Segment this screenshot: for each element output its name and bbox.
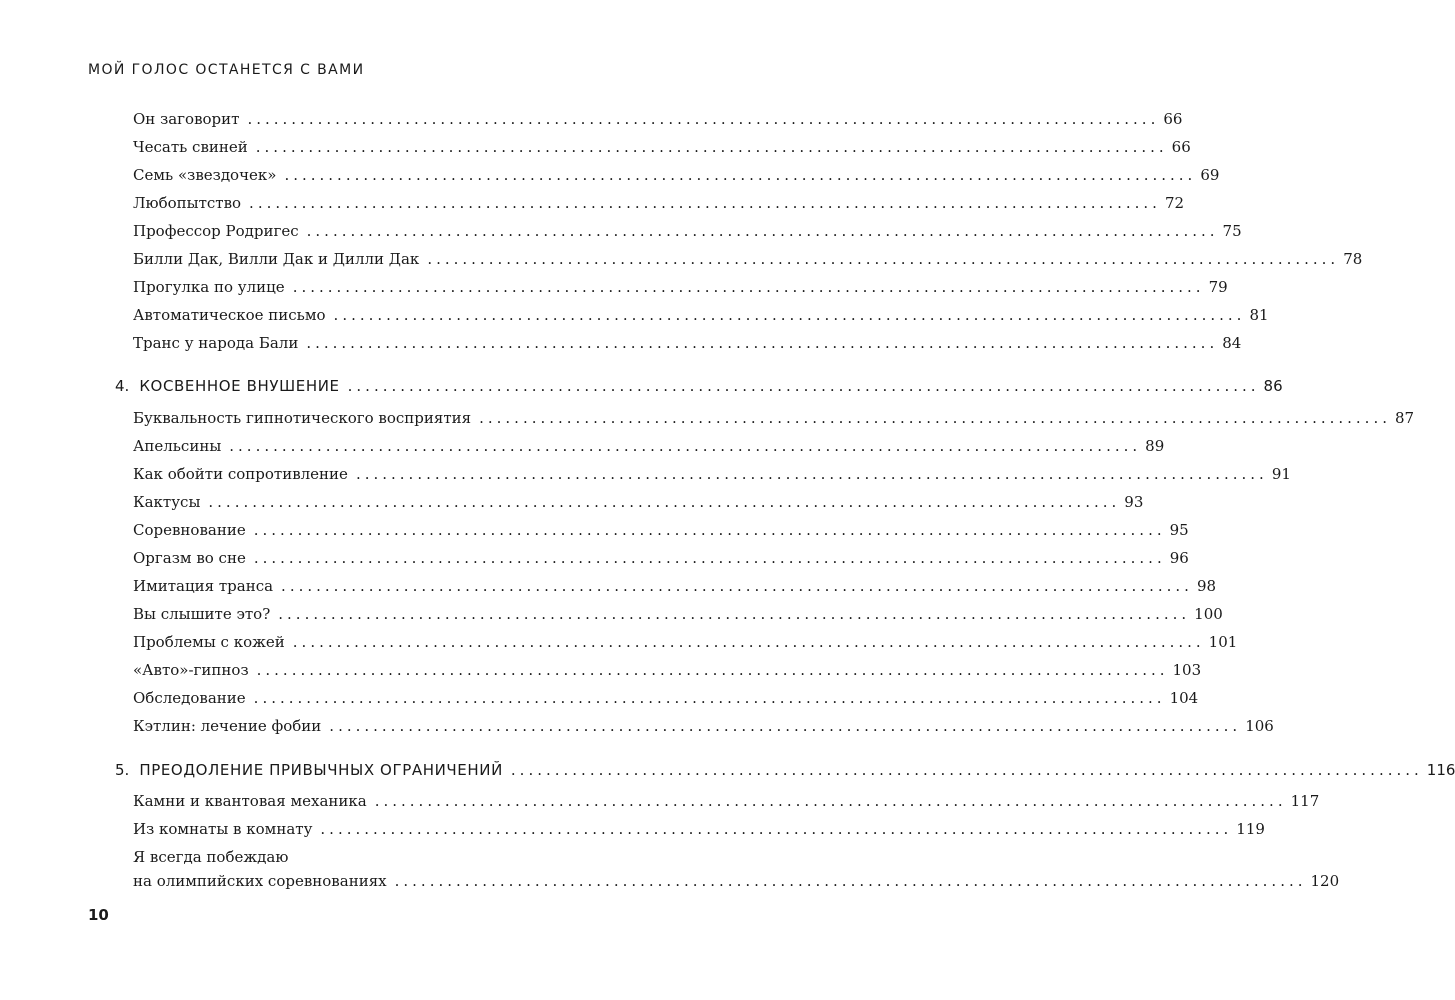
dot-leader: ........................................................................................................ [394,872,1307,890]
toc-entry-page: 79 [1208,278,1228,296]
dot-leader: ........................................................................................................ [427,250,1340,268]
toc-entry[interactable] [133,686,1199,710]
chapter-number: 4. [115,377,130,395]
toc-entry[interactable] [133,135,1191,159]
toc-entry[interactable] [133,191,1185,215]
dot-leader: ........................................................................................................ [247,110,1160,128]
toc-entry-title: Кактусы [133,493,201,511]
toc-entry[interactable] [133,714,1274,738]
toc-entry[interactable] [133,546,1189,570]
dot-leader: ........................................................................................................ [374,792,1287,810]
toc-entry-title: Автоматическое письмо [133,306,326,324]
toc-entry-page: 93 [1124,493,1144,511]
dot-leader: ........................................................................................................ [306,222,1219,240]
chapter-page: 86 [1263,377,1283,395]
toc-entry-title: Прогулка по улице [133,278,285,296]
toc-entry[interactable] [133,462,1291,486]
dot-leader: ........................................................................................................ [479,409,1391,427]
dot-leader: ........................................................................................................ [229,437,1142,455]
toc-entry-title: Из комнаты в комнату [133,820,313,838]
toc-entry[interactable] [133,331,1242,355]
toc-entry[interactable] [133,602,1223,626]
toc-entry-title-line1: Я всегда побеждаю [133,848,289,866]
chapter-title: КОСВЕННОЕ ВНУШЕНИЕ [139,377,340,395]
toc-entry[interactable] [133,817,1265,841]
running-head: МОЙ ГОЛОС ОСТАНЕТСЯ С ВАМИ [88,62,365,78]
toc-entry-title: Камни и квантовая механика [133,792,367,810]
toc-entry-page: 66 [1171,138,1191,156]
toc-entry-title: Билли Дак, Вилли Дак и Дилли Дак [133,250,420,268]
dot-leader: ........................................................................................................ [333,306,1246,324]
toc-entry-page: 104 [1169,689,1199,707]
dot-leader: ........................................................................................................ [208,493,1121,511]
toc-entry-title: Соревнование [133,521,246,539]
toc-entry-page: 100 [1194,605,1223,623]
toc-entry[interactable] [133,789,1320,813]
chapter-title: ПРЕОДОЛЕНИЕ ПРИВЫЧНЫХ ОГРАНИЧЕНИЙ [139,761,503,779]
toc-chapter-heading[interactable] [115,374,1283,398]
dot-leader: ........................................................................................................ [253,549,1166,567]
toc-entry[interactable] [133,247,1363,271]
toc-entry[interactable] [133,303,1269,327]
toc-entry[interactable] [133,490,1144,514]
toc-entry-page: 87 [1395,409,1415,427]
dot-leader: ........................................................................................................ [256,661,1169,679]
toc-entry[interactable] [133,574,1217,598]
toc-entry[interactable] [133,163,1220,187]
toc-entry-title: Апельсины [133,437,222,455]
toc-entry-page: 119 [1236,820,1265,838]
dot-leader: ........................................................................................................ [329,717,1242,735]
toc-entry-page: 78 [1343,250,1363,268]
toc-entry[interactable] [133,434,1165,458]
toc-entry-title: Как обойти сопротивление [133,465,348,483]
toc-entry[interactable] [133,406,1415,430]
toc-entry-title-line2: на олимпийских соревнованиях [133,872,387,890]
toc-entry-title: Обследование [133,689,246,707]
toc-entry-page: 95 [1169,521,1189,539]
dot-leader: ........................................................................................................ [306,334,1219,352]
toc-entry-title: Имитация транса [133,577,274,595]
toc-entry-page: 106 [1245,717,1274,735]
dot-leader: ........................................................................................................ [292,278,1205,296]
toc-entry-two-line[interactable] [133,845,1340,893]
page-number: 10 [88,906,109,924]
dot-leader: ........................................................................................................ [255,138,1168,156]
toc-entry-title: Вы слышите это? [133,605,271,623]
toc-entry-page: 66 [1163,110,1183,128]
toc-entry-page: 84 [1222,334,1242,352]
toc-entry-page: 101 [1208,633,1238,651]
toc-entry-title: «Авто»-гипноз [133,661,249,679]
toc-entry-title: Проблемы с кожей [133,633,285,651]
dot-leader: ........................................................................................................ [284,166,1197,184]
dot-leader: ........................................................................................................ [292,633,1205,651]
toc-entry-title: Оргазм во сне [133,549,246,567]
toc-entry[interactable] [133,630,1238,654]
toc-entry-page: 96 [1169,549,1189,567]
dot-leader: ........................................................................................................ [320,820,1233,838]
toc-entry-title: Чесать свиней [133,138,248,156]
dot-leader: ........................................................................................................ [510,761,1423,779]
toc-entry-title: Кэтлин: лечение фобии [133,717,322,735]
toc-entry-page: 72 [1164,194,1185,212]
dot-leader: ........................................................................................................ [281,577,1193,595]
toc-entry-title: Семь «звездочек» [133,166,277,184]
toc-entry[interactable] [133,275,1228,299]
toc-entry-page: 98 [1196,577,1217,595]
toc-entry[interactable] [133,518,1189,542]
dot-leader: ........................................................................................................ [253,521,1166,539]
toc-entry-page: 120 [1310,872,1340,890]
toc-entry-title: Профессор Родригес [133,222,299,240]
toc-entry-page: 103 [1172,661,1202,679]
toc-chapter-heading[interactable] [115,758,1455,782]
toc-entry-page: 89 [1145,437,1165,455]
toc-entry-title: Любопытство [133,194,242,212]
toc-entry-title: Он заговорит [133,110,240,128]
toc-entry-page: 117 [1290,792,1320,810]
dot-leader: ........................................................................................................ [253,689,1166,707]
chapter-page: 116 [1426,761,1455,779]
dot-leader: ........................................................................................................ [278,605,1191,623]
toc-entry[interactable] [133,219,1242,243]
chapter-number: 5. [115,761,130,779]
toc-entry-page: 81 [1249,306,1269,324]
dot-leader: ........................................................................................................ [347,377,1260,395]
toc-entry-page: 75 [1222,222,1242,240]
toc-entry-title: Транс у народа Бали [133,334,299,352]
toc-entry-title: Буквальность гипнотического восприятия [133,409,472,427]
toc-entry[interactable] [133,658,1202,682]
toc-entry-page: 91 [1271,465,1291,483]
toc-entry[interactable] [133,107,1183,131]
dot-leader: ........................................................................................................ [249,194,1161,212]
toc-entry-page: 69 [1200,166,1220,184]
dot-leader: ........................................................................................................ [355,465,1268,483]
